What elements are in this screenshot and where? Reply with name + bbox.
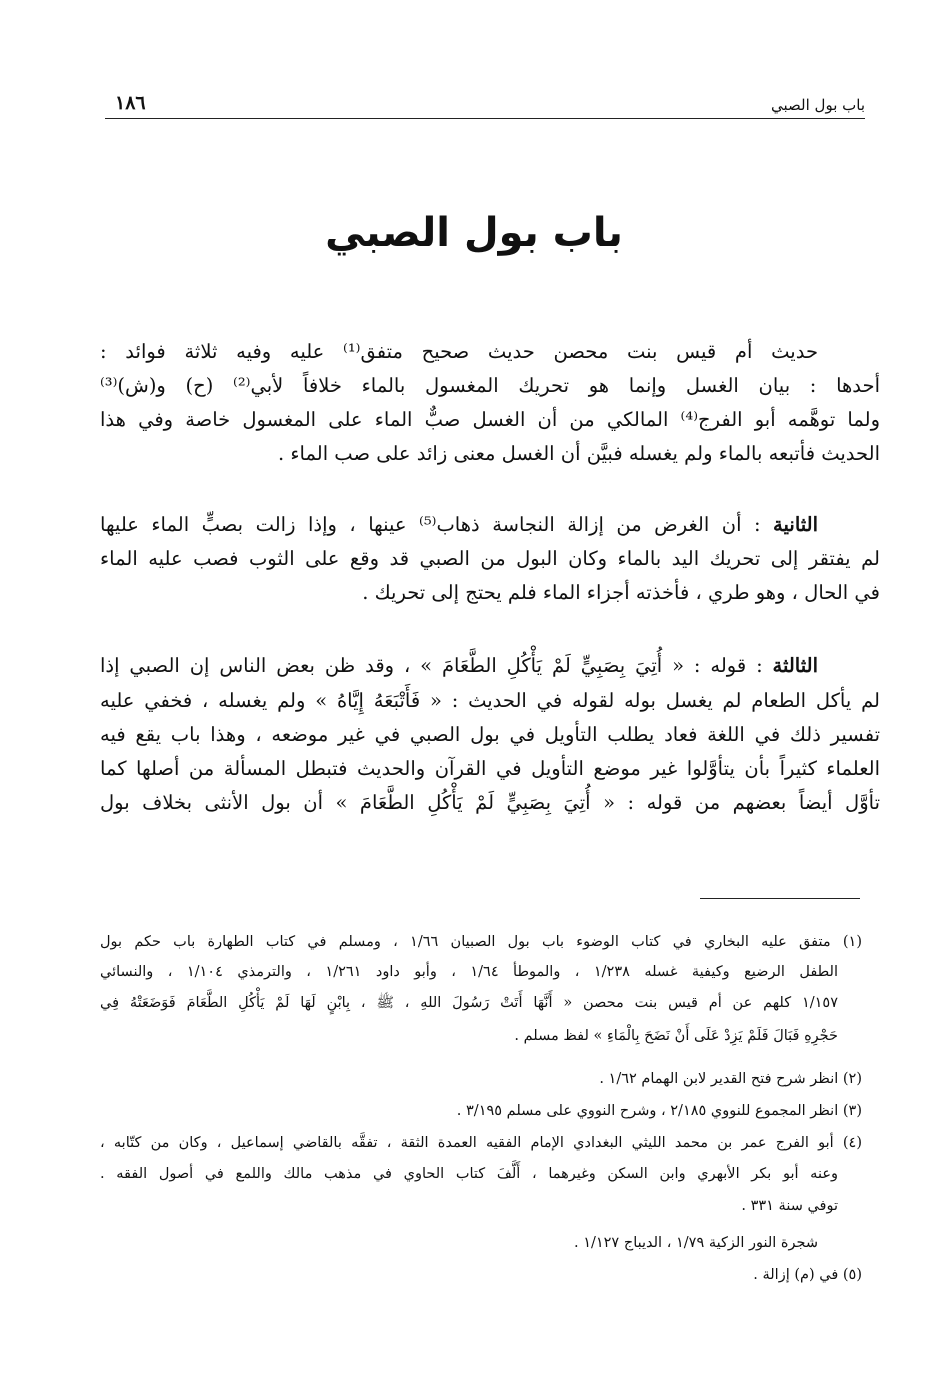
body-line (100, 510, 880, 540)
body-line (100, 651, 880, 681)
body-line: الحديث فأتبعه بالماء ولم يغسله فبيَّن أن الغسل معنى زائد على صب الماء . (277, 442, 880, 465)
footnote-4: (٤) أبو الفرج عمر بن محمد الليثي البغدادي الإمام الفقيه العمدة الثقة ، تفقَّه بالقاضي إسماعيل ، وكان من كتّابه ، (100, 1135, 862, 1151)
page-number: ١٨٦ (115, 92, 146, 114)
body-line: لم يأكل الطعام لم يغسل بوله لقوله في الحديث : « فَأَتْبَعَهُ إِيَّاهُ » ولم يغسله ، فخفي عليه (100, 689, 880, 712)
running-title: باب بول الصبي (771, 96, 865, 114)
footnote-1-line: الطفل الرضيع وكيفية غسله ١/٢٣٨ ، والموطأ ١/٦٤ ، وأبو داود ١/٢٦١ ، والترمذي ١/١٠٤ ، والنسائي (100, 964, 839, 980)
body-line: العلماء كثيراً بأن يتأوَّلوا غير موضع التأويل في القرآن والحديث فتبطل المسألة من أصلها كما (100, 757, 880, 780)
footnote-5: (٥) في (م) إزالة . (753, 1267, 862, 1283)
body-line: في الحال ، وهو طري ، فأخذته أجزاء الماء فلم يحتج إلى تحريك . (362, 581, 880, 604)
body-line: تأوَّل أيضاً بعضهم من قوله : « أُتِيَ بِصَبِيٍّ لَمْ يَأْكُلِ الطَّعَامَ » أن بول الأنثى بخلاف بول (100, 791, 880, 814)
body-line: تفسير ذلك في اللغة فعاد يطلب التأويل في بول الصبي في غير موضعه ، وهذا باب يقع فيه (100, 723, 880, 746)
footnote-3: (٣) انظر المجموع للنووي ٢/١٨٥ ، وشرح النووي على مسلم ٣/١٩٥ . (456, 1103, 862, 1119)
footnote-1-line: ١/١٥٧ كلهم عن أم قيس بنت محصن « أَنَّهَا أَتَتْ رَسُولَ اللهِ ، ﷺ ، بِابْنٍ لَهَا لَمْ يَأْكُلِ الطَّعَامَ فَوَضَعَتْهُ فِي (100, 995, 838, 1011)
running-header (105, 92, 865, 119)
footnote-4-source: شجرة النور الزكية ١/٧٩ ، الديباج ١/١٢٧ . (573, 1235, 818, 1251)
footnote-separator (700, 898, 860, 899)
paragraph-text: : قوله : « أُتِيَ بِصَبِيٍّ لَمْ يَأْكُلِ الطَّعَامَ » ، وقد ظن بعض الناس إن الصبي إذا (100, 654, 773, 677)
body-line: أحدها : بيان الغسل وإنما هو تحريك المغسول بالماء خلافاً لأبي⁽²⁾ (ح) و(ش)⁽³⁾ (100, 374, 881, 397)
footnote-1: (١) متفق عليه البخاري في كتاب الوضوء باب بول الصبيان ١/٦٦ ، ومسلم في كتاب الطهارة باب حكم بول (100, 934, 862, 950)
footnote-1-line: حَجْرِهِ فَبَالَ فَلَمْ يَزِدْ عَلَى أَنْ نَضَحَ بِالْمَاءِ » لفظ مسلم . (514, 1028, 838, 1044)
body-line: لم يفتقر إلى تحريك اليد بالماء وكان البول من الصبي قد وقع على الثوب فصب عليه الماء (100, 547, 880, 570)
chapter-title: باب بول الصبي (325, 210, 623, 256)
paragraph-label: الثانية (773, 513, 818, 536)
paragraph-label: الثالثة (772, 654, 818, 677)
footnote-4-line: وعنه أبو بكر الأبهري وابن السكن وغيرهما ، أَلَّفَ كتاب الحاوي في مذهب مالك واللمع في أصول الفقه . (100, 1166, 838, 1182)
footnote-2: (٢) انظر شرح فتح القدير لابن الهمام ١/٦٢ . (599, 1071, 862, 1087)
paragraph-text: : أن الغرض من إزالة النجاسة ذهاب⁽⁵⁾ عينها ، وإذا زالت بصبٍّ الماء عليها (100, 513, 774, 536)
body-line: ولما توهَّمه أبو الفرج⁽⁴⁾ المالكي من أن الغسل صبٌّ الماء على المغسول خاصة وفي هذا (100, 408, 881, 431)
body-line: حديث أم قيس بنت محصن حديث صحيح متفق⁽¹⁾ عليه وفيه ثلاثة فوائد : (100, 340, 818, 363)
footnote-4-line: توفي سنة ٣٣١ . (741, 1198, 838, 1214)
